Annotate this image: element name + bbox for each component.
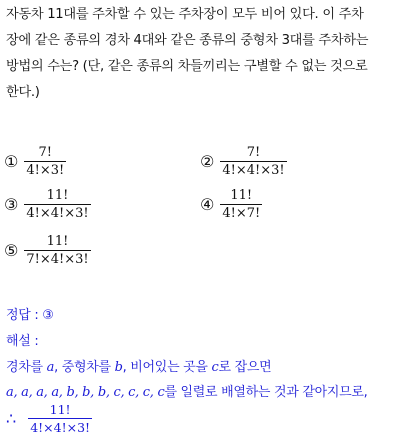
variable-a: a bbox=[46, 360, 55, 375]
choice-1-marker: ① bbox=[4, 152, 19, 171]
explanation-text-b: , 중형차를 bbox=[54, 360, 115, 375]
choice-1-denominator: 4!×3! bbox=[26, 163, 65, 178]
answer-line: 정답 : ③ bbox=[6, 308, 54, 323]
choice-3-denominator: 4!×4!×3! bbox=[26, 206, 89, 221]
choice-2-denominator: 4!×4!×3! bbox=[222, 163, 285, 178]
final-numerator: 11! bbox=[49, 402, 71, 417]
question-line-2: 장에 같은 종류의 경차 4대와 같은 종류의 중형차 3대를 주차하는 bbox=[6, 33, 369, 48]
choice-4-fraction bbox=[220, 188, 262, 221]
variable-c: c bbox=[211, 360, 219, 375]
final-fraction bbox=[28, 402, 92, 435]
therefore-symbol: ∴ bbox=[6, 409, 17, 428]
choice-3-fraction bbox=[24, 188, 90, 221]
choice-1-numerator: 7! bbox=[38, 145, 53, 160]
choice-4-numerator: 11! bbox=[230, 188, 253, 203]
choice-2-numerator: 7! bbox=[246, 145, 261, 160]
choice-3-numerator: 11! bbox=[46, 188, 69, 203]
choice-1[interactable] bbox=[4, 145, 66, 178]
choice-4[interactable] bbox=[200, 188, 262, 221]
question-line-4: 한다.) bbox=[6, 85, 40, 100]
choice-4-marker: ④ bbox=[200, 195, 215, 214]
explanation-text-c: , 비어있는 곳을 bbox=[122, 360, 212, 375]
explanation-text-e: 를 일렬로 배열하는 것과 같아지므로, bbox=[164, 385, 368, 400]
explanation-text-d: 로 잡으면 bbox=[218, 360, 272, 375]
arrangement-sequence: a, a, a, a, b, b, b, c, c, c, c bbox=[6, 385, 165, 400]
choice-5-numerator: 11! bbox=[46, 234, 69, 249]
choice-5-denominator: 7!×4!×3! bbox=[26, 252, 89, 267]
explanation-text-a: 경차를 bbox=[6, 360, 47, 375]
variable-b: b bbox=[114, 360, 123, 375]
choice-2-marker: ② bbox=[200, 152, 215, 171]
choice-4-denominator: 4!×7! bbox=[222, 206, 261, 221]
choice-1-fraction bbox=[24, 145, 66, 178]
choice-5-fraction bbox=[24, 234, 90, 267]
explanation-line-2 bbox=[6, 381, 367, 400]
final-answer bbox=[6, 402, 92, 435]
choice-3[interactable] bbox=[4, 188, 91, 221]
choice-5-marker: ⑤ bbox=[4, 241, 19, 260]
explanation-line-1 bbox=[6, 356, 271, 375]
question-line-1: 자동차 11대를 주차할 수 있는 주차장이 모두 비어 있다. 이 주차 bbox=[6, 7, 364, 22]
final-denominator: 4!×4!×3! bbox=[30, 420, 91, 435]
question-text bbox=[6, 2, 398, 106]
explanation-label: 해설 : bbox=[6, 334, 39, 349]
choice-3-marker: ③ bbox=[4, 195, 19, 214]
choice-2-fraction bbox=[220, 145, 286, 178]
question-line-3: 방법의 수는? (단, 같은 종류의 차들끼리는 구별할 수 없는 것으로 bbox=[6, 59, 368, 74]
choice-5[interactable] bbox=[4, 234, 91, 267]
choice-2[interactable] bbox=[200, 145, 287, 178]
